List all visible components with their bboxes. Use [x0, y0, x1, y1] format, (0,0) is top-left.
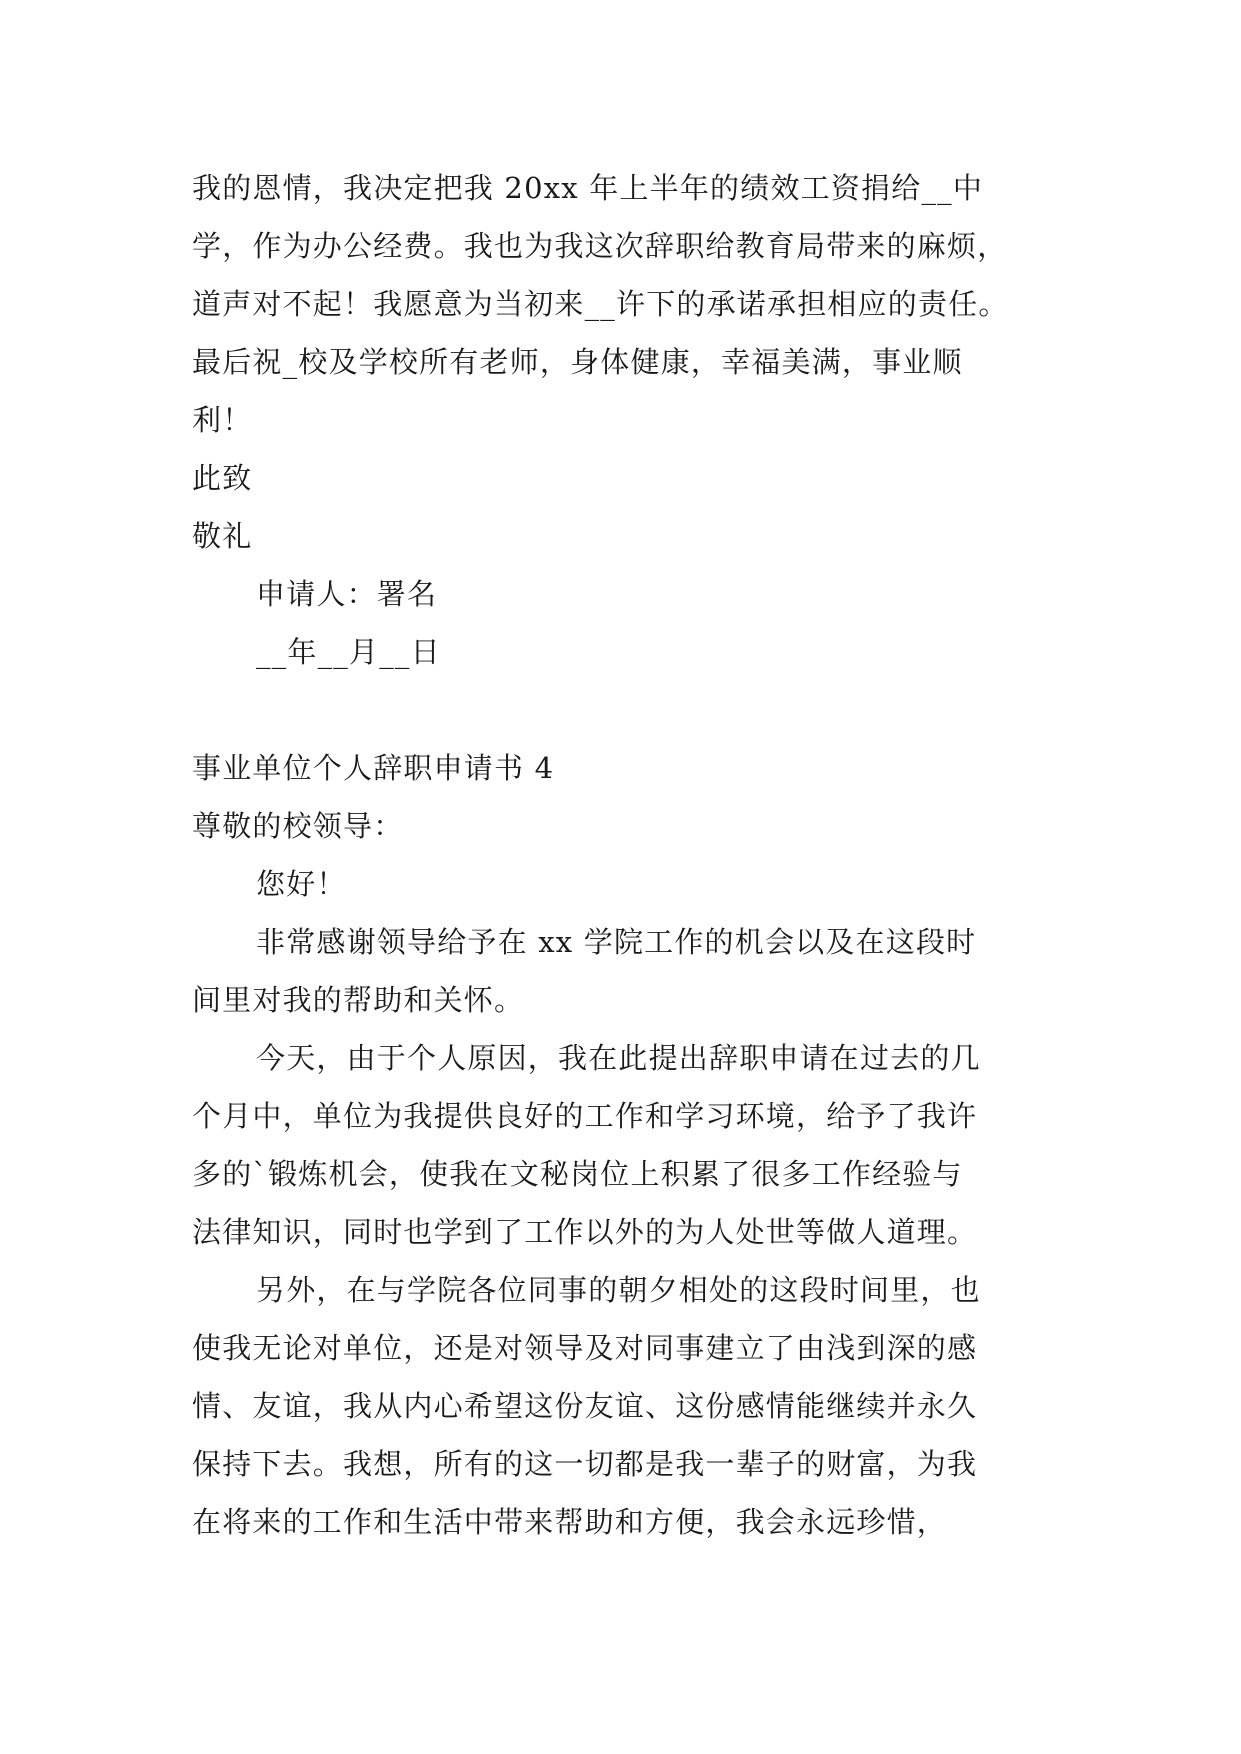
- section-title: 事业单位个人辞职申请书 4: [192, 751, 555, 785]
- text-line: 另外，在与学院各位同事的朝夕相处的这段时间里，也: [256, 1273, 981, 1307]
- text-line: 最后祝_校及学校所有老师，身体健康，幸福美满，事业顺: [192, 345, 963, 379]
- text-line: 利！: [192, 403, 253, 437]
- signature-date: __年__月__日: [256, 635, 441, 669]
- text-line: 个月中，单位为我提供良好的工作和学习环境，给予了我许: [192, 1099, 978, 1133]
- text-line: 非常感谢领导给予在 xx 学院工作的机会以及在这段时: [256, 925, 977, 959]
- greeting: 您好！: [256, 867, 347, 901]
- closing-salutation-2: 敬礼: [192, 519, 253, 553]
- text-line: 我的恩情，我决定把我 20xx 年上半年的绩效工资捐给__中: [192, 171, 984, 205]
- text-line: 使我无论对单位，还是对领导及对同事建立了由浅到深的感: [192, 1331, 978, 1365]
- closing-salutation-1: 此致: [192, 461, 253, 495]
- text-line: 多的`锻炼机会，使我在文秘岗位上积累了很多工作经验与: [192, 1157, 963, 1191]
- text-line: 学，作为办公经费。我也为我这次辞职给教育局带来的麻烦，: [192, 229, 1008, 263]
- text-line: 保持下去。我想，所有的这一切都是我一辈子的财富，为我: [192, 1447, 978, 1481]
- applicant-signature: 申请人：署名: [256, 577, 438, 611]
- text-line: 今天，由于个人原因，我在此提出辞职申请在过去的几: [256, 1041, 981, 1075]
- text-line: 法律知识，同时也学到了工作以外的为人处世等做人道理。: [192, 1215, 978, 1249]
- text-line: 道声对不起！我愿意为当初来__许下的承诺承担相应的责任。: [192, 287, 1009, 321]
- text-line: 间里对我的帮助和关怀。: [192, 983, 525, 1017]
- text-line: 在将来的工作和生活中带来帮助和方便，我会永远珍惜，: [192, 1505, 948, 1539]
- salutation: 尊敬的校领导：: [192, 809, 404, 843]
- text-line: 情、友谊，我从内心希望这份友谊、这份感情能继续并永久: [192, 1389, 978, 1423]
